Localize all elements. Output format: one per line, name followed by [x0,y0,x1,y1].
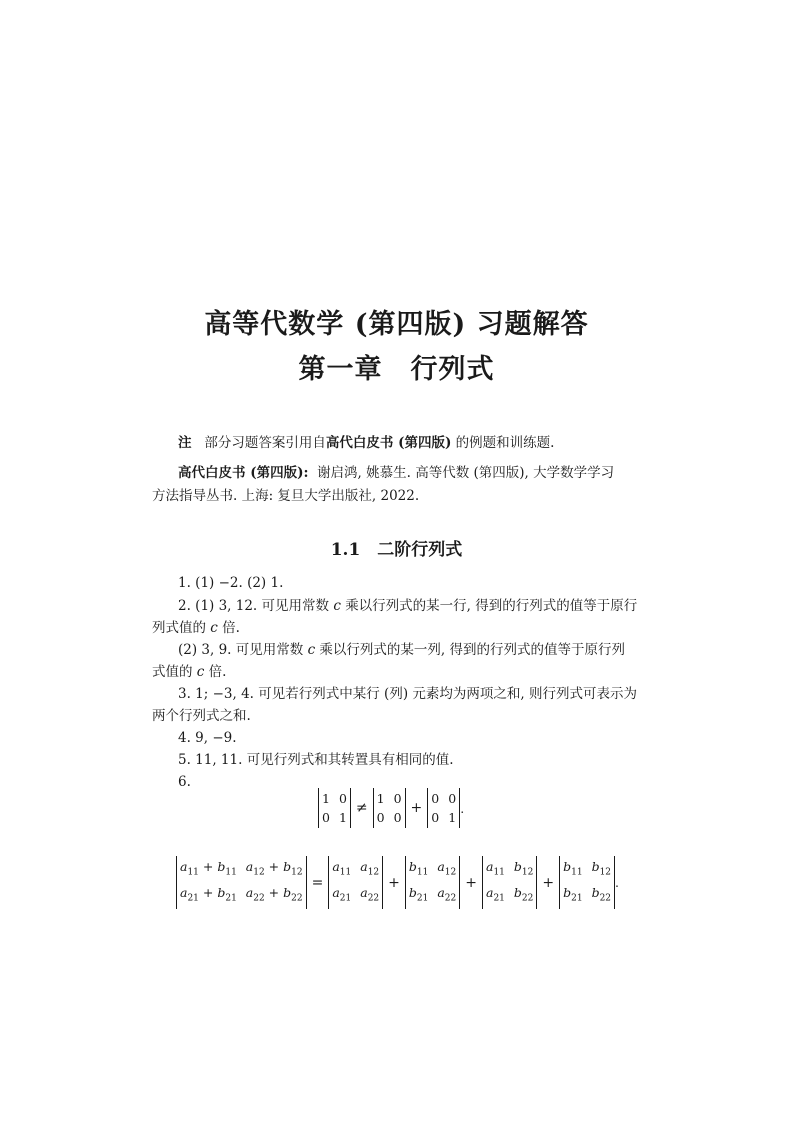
answer-text: 乘以行列式的某一行, 得到的行列式的值等于原行 [345,598,638,614]
determinant: 1 0 0 0 [373,788,406,828]
answer-3-line-2: 两个行列式之和. [152,708,251,724]
answer-2-line-1 [152,596,678,617]
note-text-b: 的例题和训练题. [455,435,555,451]
reference-line-1 [178,463,614,484]
answer-2b-line-1 [152,640,678,661]
note-text-a: 部分习题答案引用自 [204,435,326,451]
note-paragraph [178,433,554,454]
document-title: 高等代数学 (第四版) 习题解答 [204,309,589,340]
determinant: $a_{11}$ $a_{21}$ $a_{12}$ $a_{22}$ [328,856,383,909]
section-title: 1.1 二阶行列式 [330,540,463,560]
reference-line-2: 方法指导丛书. 上海: 复旦大学出版社, 2022. [152,488,420,504]
answer-2-line-2 [152,618,652,639]
answer-text: (2) 3, 9. 可见用常数 [178,642,304,658]
variable-c: c [196,664,205,680]
answer-text: 倍. [208,664,227,680]
equation-2 [176,856,619,909]
plus-sign: + [410,800,423,816]
answer-text: 列式值的 [152,620,206,636]
determinant: $b_{11}$ $b_{21}$ $b_{12}$ $b_{22}$ [559,856,615,909]
answer-text: 式值的 [152,664,193,680]
determinant: $a_{11}$ $a_{21}$ $b_{12}$ $b_{22}$ [482,856,537,909]
determinant: $b_{11}$ $b_{21}$ $a_{12}$ $a_{22}$ [405,856,460,909]
reference-text-1: 谢启鸿, 姚慕生. 高等代数 (第四版), 大学数学学习 [317,465,615,481]
not-equal-sign: ≠ [355,800,368,816]
answer-2b-line-2 [152,662,652,683]
answer-text: 2. (1) 3, 12. 可见用常数 [178,598,330,614]
answer-4: 4. 9, −9. [178,730,237,746]
answer-6: 6. [178,774,191,790]
answer-text: 乘以行列式的某一列, 得到的行列式的值等于原行列 [319,642,626,658]
answer-3-line-1: 3. 1; −3, 4. 可见若行列式中某行 (列) 元素均为两项之和, 则行列式可表示为 [178,686,637,702]
equation-1 [318,788,464,828]
period: . [460,800,465,816]
determinant: 0 0 0 1 [427,788,460,828]
answer-1: 1. (1) −2. (2) 1. [178,575,284,591]
note-label: 注 [178,435,192,451]
plus-sign: + [465,874,477,891]
answer-text: 倍. [222,620,240,636]
determinant: 1 0 0 1 [318,788,351,828]
plus-sign: + [542,874,555,891]
plus-sign: + [388,874,400,891]
variable-c: c [333,598,341,614]
chapter-title: 第一章 行列式 [298,354,495,385]
equals-sign: = [311,874,324,891]
variable-c: c [210,620,218,636]
period: . [615,875,620,890]
determinant: $a_{11} + b_{11}$ $a_{21} + b_{21}$ $a_{12} + b_{12}$ $a_{22} + b_{22}$ [176,856,307,909]
variable-c: c [307,642,316,658]
answer-5: 5. 11, 11. 可见行列式和其转置具有相同的值. [178,752,454,768]
reference-label: 高代白皮书 (第四版): [178,465,309,481]
note-book: 高代白皮书 (第四版) [325,435,452,451]
